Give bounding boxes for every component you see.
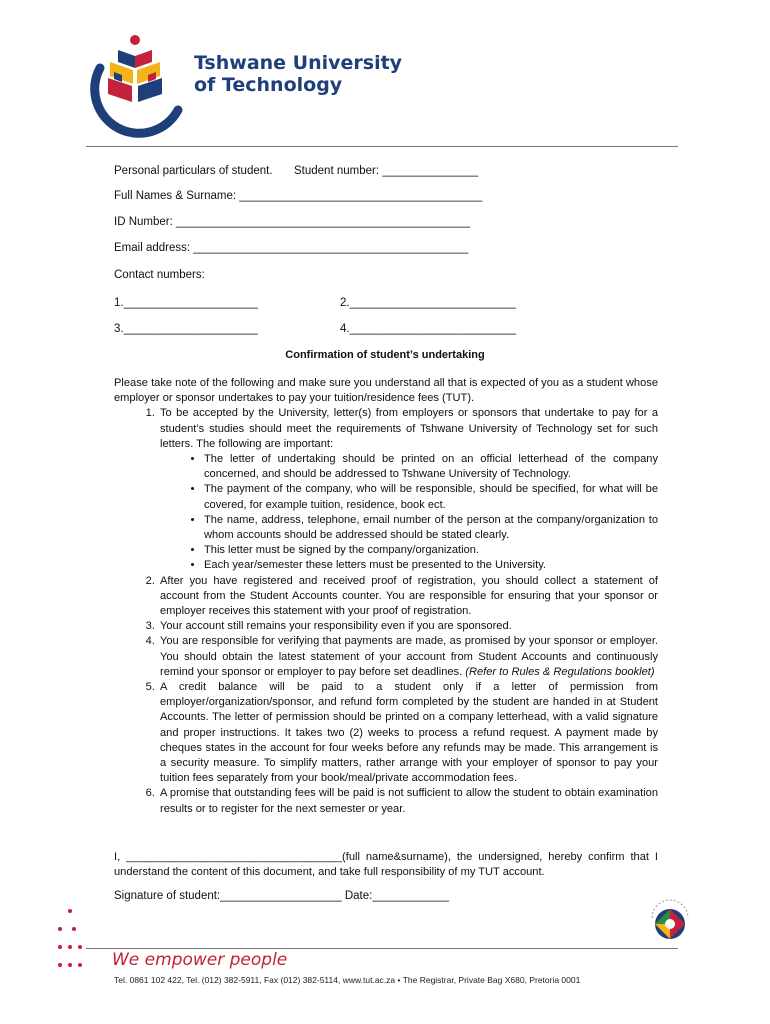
slogan: We empower people xyxy=(112,950,288,970)
footer-contact: Tel. 0861 102 422, Tel. (012) 382-5911, Fax (012) 382-5114, www.tut.ac.za • The Registrar, Private Bag X680, Pretoria 0001 xyxy=(114,975,581,985)
rules-reference: (Refer to Rules & Regulations booklet) xyxy=(465,665,655,678)
id-number-field[interactable]: ID Number: ______________________________________________ xyxy=(114,216,471,228)
full-names-field[interactable]: Full Names & Surname: ______________________________________ xyxy=(114,190,483,202)
university-name xyxy=(194,52,402,96)
list-item: • The name, address, telephone, email number of the person at the company/organization to whom accounts should be addressed should be stated clearly. xyxy=(204,513,658,543)
list-item: • The letter of undertaking should be printed on an official letterhead of the company concerned, and should be addressed to Tshwane University of Technology. xyxy=(204,452,658,482)
university-name-line1: Tshwane University xyxy=(194,52,403,74)
header-divider xyxy=(86,146,678,147)
personal-particulars-label: Personal particulars of student. xyxy=(114,165,273,177)
proudly-south-african-emblem xyxy=(646,892,694,944)
list-item: 6. A promise that outstanding fees will be paid is not sufficient to allow the student to obtain examination results or to register for the next semester or year. xyxy=(158,786,658,816)
letter-requirements-list xyxy=(160,452,658,574)
signature-date-field[interactable]: Signature of student:___________________ Date:____________ xyxy=(114,890,450,902)
email-field[interactable]: Email address: ___________________________________________ xyxy=(114,242,469,254)
list-item: • The payment of the company, who will be responsible, should be specified, for what will be covered, for example tuition, residence, book ect. xyxy=(204,482,658,512)
list-item: • This letter must be signed by the company/organization. xyxy=(204,543,658,558)
contact-number-3-field[interactable]: 3._____________________ xyxy=(114,323,258,335)
declaration-paragraph: I, ___________________________________(full name&surname), the undersigned, hereby confirm that I understand the content of this document, and take full responsibility of my TUT account. xyxy=(114,851,658,879)
university-name-line2: of Technology xyxy=(194,74,343,96)
list-item xyxy=(158,406,658,573)
tut-logo xyxy=(88,28,188,138)
list-item xyxy=(158,634,658,680)
student-number-field[interactable]: Student number: _______________ xyxy=(294,165,479,177)
decorative-dots xyxy=(50,905,90,970)
contact-number-1-field[interactable]: 1._____________________ xyxy=(114,297,258,309)
list-item: 5. A credit balance will be paid to a student only if a letter of permission from employer/organization/sponsor, and refund form completed by the student are handed in at Student Accounts. The letter of permission should be printed on a company letterhead, with a valid signature and proper instructions. It takes two (2) weeks to process a refund request. A payment made by cheques states in the account for four weeks before any refunds may be made. This arrangement is a security measure. To simplify matters, rather arrange with your employer of sponsor to pay your tuition fees separately from your book/meal/private accommodation fees. xyxy=(158,680,658,786)
contact-numbers-label: Contact numbers: xyxy=(114,269,205,281)
footer-divider xyxy=(86,948,678,949)
intro-paragraph: Please take note of the following and make sure you understand all that is expected of you as a student whose employer or sponsor undertakes to pay your tuition/residence fees (TUT). xyxy=(114,377,658,405)
confirmation-title: Confirmation of student’s undertaking xyxy=(285,349,485,361)
list-item: • Each year/semester these letters must be presented to the University. xyxy=(204,558,658,573)
contact-number-4-field[interactable]: 4.__________________________ xyxy=(340,323,516,335)
requirements-list xyxy=(114,406,658,816)
list-item: 2. After you have registered and received proof of registration, you should collect a statement of account from the Student Accounts counter. You are responsible for ensuring that your sponsor or employer receives this statement with your proof of registration. xyxy=(158,574,658,620)
list-item: 3. Your account still remains your responsibility even if you are sponsored. xyxy=(158,619,658,634)
item-1-text: To be accepted by the University, letter(s) from employers or sponsors that undertake to pay for a student’s studies should meet the requirements of Tshwane University of Technology set for such letters. The following are important: xyxy=(160,407,658,450)
item-4-text: You are responsible for verifying that payments are made, as promised by your sponsor or employer. You should obtain the latest statement of your account from Student Accounts and continuously remind your sponsor or employer to pay before set deadlines. xyxy=(160,635,658,678)
undertaking-body xyxy=(114,376,658,817)
contact-number-2-field[interactable]: 2.__________________________ xyxy=(340,297,516,309)
